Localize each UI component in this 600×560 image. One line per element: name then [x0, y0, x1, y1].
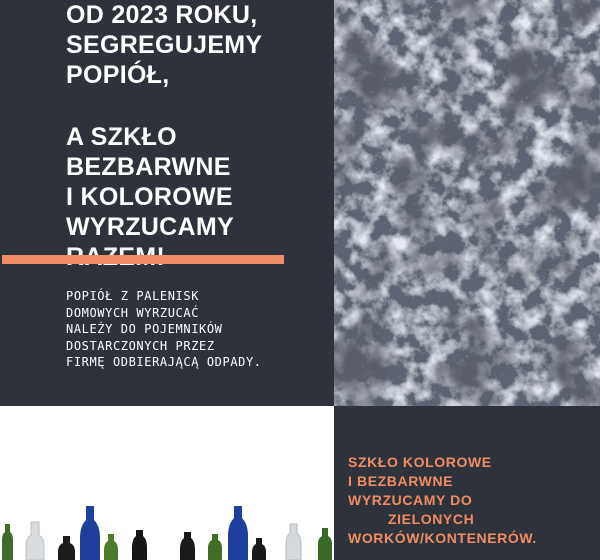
headline-line: A SZKŁO — [66, 123, 177, 151]
caption-line: SZKŁO KOLOROWE — [348, 454, 492, 470]
ash-photo-graphic — [334, 0, 600, 406]
headline-line: WYRZUCAMY — [66, 213, 234, 241]
instructions-line: DOSTARCZONYCH PRZEZ — [66, 338, 215, 353]
headline-line: BEZBARWNE — [66, 153, 231, 181]
headline-spacer — [66, 90, 334, 122]
headline — [66, 0, 334, 272]
caption-line: ZIELONYCH — [388, 511, 475, 527]
caption-line: WORKÓW/KONTENERÓW. — [348, 530, 537, 546]
ash-photo — [334, 0, 600, 406]
caption-panel — [334, 406, 600, 560]
headline-panel — [0, 0, 334, 406]
instructions-line: FIRMĘ ODBIERAJĄCĄ ODPADY. — [66, 355, 262, 369]
ash-instructions — [66, 288, 334, 371]
glass-caption — [348, 453, 598, 548]
accent-divider — [2, 255, 284, 264]
instructions-line: NALEŻY DO POJEMNIKÓW — [66, 322, 223, 336]
headline-line: SEGREGUJEMY — [66, 31, 263, 59]
bottles-photo — [0, 406, 334, 560]
headline-line: POPIÓŁ, — [66, 61, 170, 89]
instructions-line: POPIÓŁ Z PALENISK — [66, 289, 200, 303]
instructions-line: DOMOWYCH WYRZUCAĆ — [66, 305, 200, 320]
caption-line: I BEZBARWNE — [348, 473, 454, 489]
caption-line: WYRZUCAMY DO — [348, 492, 473, 508]
headline-line: OD 2023 ROKU, — [66, 1, 258, 29]
bottles-graphic — [0, 406, 334, 560]
headline-line: I KOLOROWE — [66, 183, 233, 211]
